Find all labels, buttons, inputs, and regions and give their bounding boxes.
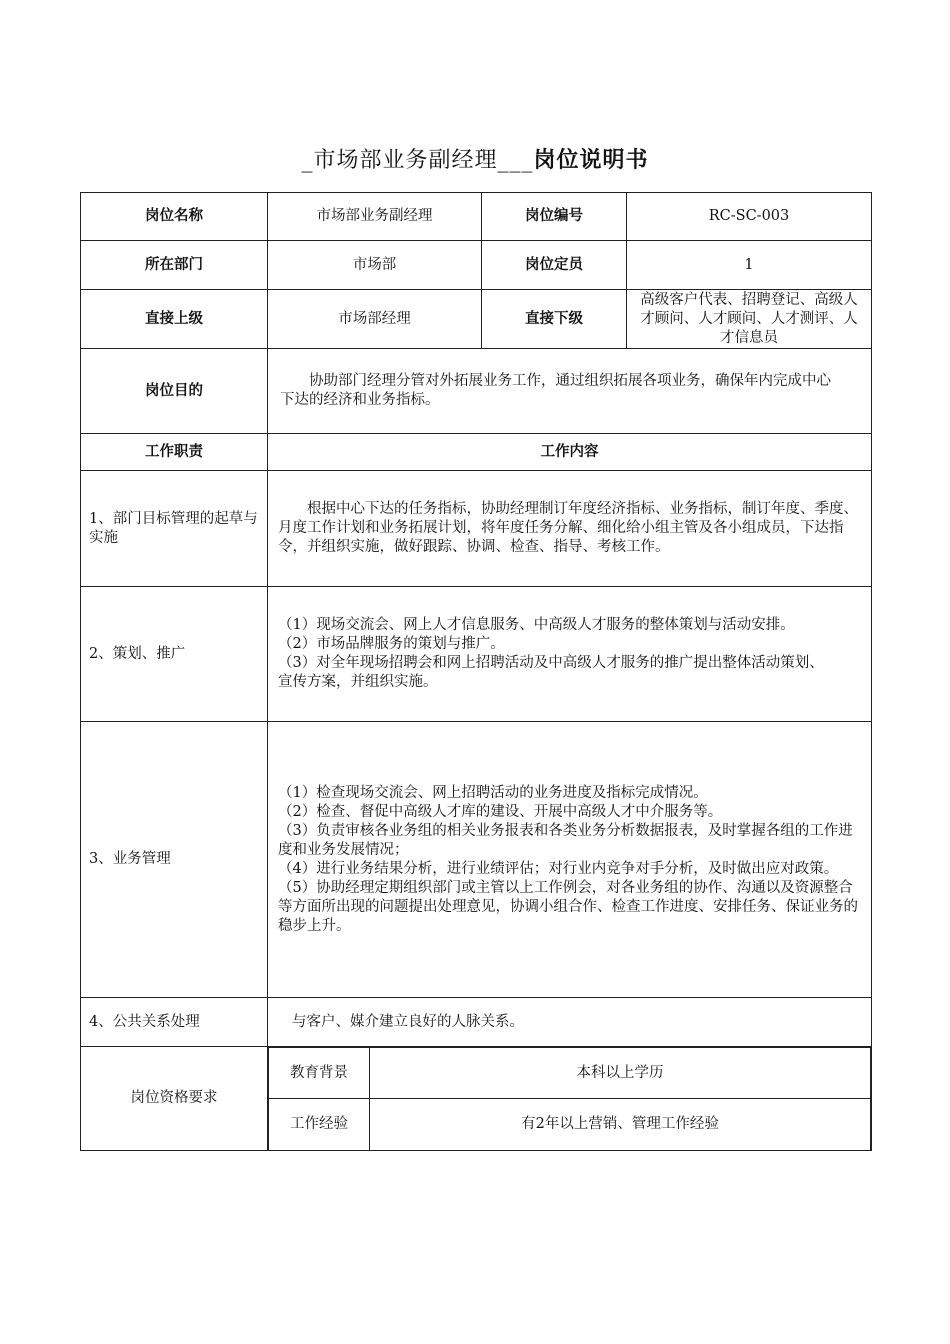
qualification-value: 本科以上学历 — [370, 1048, 871, 1099]
post-name-label: 岗位名称 — [81, 193, 268, 241]
duty-line: （5）协助经理定期组织部门或主管以上工作例会，对各业务组的协作、沟通以及资源整合等方面所出现的问题提出处理意见，协调小组合作、检查工作进度、安排任务、保证业务的稳步上升。 — [278, 879, 858, 934]
duty-content — [268, 722, 872, 998]
duty-line: 根据中心下达的任务指标，协助经理制订年度经济指标、业务指标，制订年度、季度、月度工作计划和业务拓展计划，将年度任务分解、细化给小组主管及各小组成员，下达指令，并组织实施，做好跟踪、协调、检查、指导、考核工作。 — [278, 501, 858, 555]
qualification-table — [268, 1047, 871, 1150]
subordinate-label: 直接下级 — [482, 290, 627, 349]
duty-line: （2）检查、督促中高级人才库的建设、开展中高级人才中介服务等。 — [278, 803, 723, 820]
title-position-name: _市场部业务副经理___ — [301, 148, 534, 173]
purpose-label: 岗位目的 — [81, 349, 268, 434]
subordinate-value: 高级客户代表、招聘登记、高级人才顾问、人才顾问、人才测评、人才信息员 — [627, 290, 872, 349]
duty-content — [268, 998, 872, 1047]
document-title — [0, 143, 950, 174]
quota-value: 1 — [627, 241, 872, 290]
title-suffix: 岗位说明书 — [533, 148, 649, 173]
dept-value: 市场部 — [268, 241, 482, 290]
duty-line: （4）进行业务结果分析，进行业绩评估；对行业内竞争对手分析，及时做出应对政策。 — [278, 860, 839, 877]
post-code-value: RC-SC-003 — [627, 193, 872, 241]
row-duties-header — [81, 434, 872, 471]
duty-row-1 — [81, 471, 872, 587]
duty-line: （2）市场品牌服务的策划与推广。 — [278, 636, 505, 652]
duty-content — [268, 471, 872, 587]
duty-row-2 — [81, 587, 872, 722]
duty-row-3 — [81, 722, 872, 998]
duty-content — [268, 587, 872, 722]
duty-title: 2、策划、推广 — [81, 587, 268, 722]
qualification-label: 岗位资格要求 — [81, 1047, 268, 1151]
row-qualification — [81, 1047, 872, 1151]
row-purpose — [81, 349, 872, 434]
qualification-key: 教育背景 — [269, 1048, 370, 1099]
row-reporting — [81, 290, 872, 349]
qualification-key: 工作经验 — [269, 1099, 370, 1150]
purpose-text: 协助部门经理分管对外拓展业务工作，通过组织拓展各项业务，确保年内完成中心下达的经济和业务指标。 — [268, 349, 872, 434]
post-code-label: 岗位编号 — [482, 193, 627, 241]
qualification-cell — [268, 1047, 872, 1151]
qualification-row — [269, 1099, 871, 1150]
duty-line: （1）检查现场交流会、网上招聘活动的业务进度及指标完成情况。 — [278, 784, 708, 801]
duty-title: 1、部门目标管理的起草与实施 — [81, 471, 268, 587]
duty-row-4 — [81, 998, 872, 1047]
duty-line: （1）现场交流会、网上人才信息服务、中高级人才服务的整体策划与活动安排。 — [278, 617, 795, 633]
duties-header-left: 工作职责 — [81, 434, 268, 471]
row-department — [81, 241, 872, 290]
duty-line: （3）负责审核各业务组的相关业务报表和各类业务分析数据报表，及时掌握各组的工作进度和业务发展情况； — [278, 822, 853, 858]
job-description-table — [80, 192, 872, 1151]
row-post-name — [81, 193, 872, 241]
duty-line: （3）对全年现场招聘会和网上招聘活动及中高级人才服务的推广提出整体活动策划、宣传方案，并组织实施。 — [278, 655, 824, 690]
post-name-value: 市场部业务副经理 — [268, 193, 482, 241]
dept-label: 所在部门 — [81, 241, 268, 290]
superior-value: 市场部经理 — [268, 290, 482, 349]
qualification-row — [269, 1048, 871, 1099]
duties-header-right: 工作内容 — [268, 434, 872, 471]
duty-title: 4、公共关系处理 — [81, 998, 268, 1047]
qualification-value: 有2年以上营销、管理工作经验 — [370, 1099, 871, 1150]
superior-label: 直接上级 — [81, 290, 268, 349]
duty-title: 3、业务管理 — [81, 722, 268, 998]
quota-label: 岗位定员 — [482, 241, 627, 290]
duty-line: 与客户、媒介建立良好的人脉关系。 — [292, 1013, 524, 1030]
